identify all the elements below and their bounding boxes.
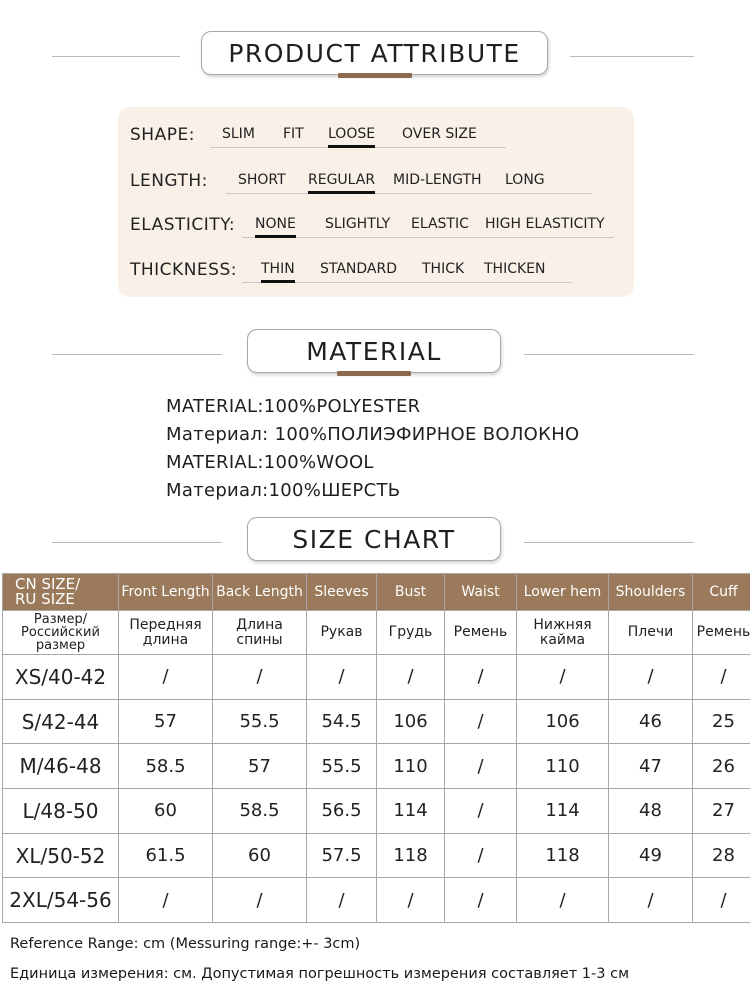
attribute-label: LENGTH: [130,171,208,191]
attribute-option-selected: REGULAR [308,172,376,188]
measure-cell: / [445,655,517,700]
measure-cell: / [119,655,213,700]
measure-cell: 118 [377,833,445,878]
table-header-row-ru [3,611,750,655]
measure-cell: 28 [693,833,750,878]
measure-cell: / [119,878,213,923]
measure-cell: 60 [213,833,307,878]
measure-cell: 46 [609,699,693,744]
measure-column-header: Lower hem [517,574,609,611]
measure-cell: / [609,655,693,700]
material-line: MATERIAL:100%POLYESTER [166,396,421,417]
measure-column-header: Нижняя кайма [517,611,609,655]
measure-cell: / [213,878,307,923]
measure-column-header: Плечи [609,611,693,655]
divider-left [52,542,222,543]
material-line: Материал: 100%ПОЛИЭФИРНОЕ ВОЛОКНО [166,424,580,445]
size-cell: 2XL/54-56 [3,878,119,923]
measure-cell: / [307,878,377,923]
product-attribute-title [201,31,548,75]
divider-left [52,354,222,355]
material-title [247,329,501,373]
measure-cell: / [693,655,750,700]
measure-column-header: Front Length [119,574,213,611]
attribute-label: SHAPE: [130,125,195,145]
measure-cell: 110 [377,744,445,789]
measure-column-header: Длина спины [213,611,307,655]
measure-cell: / [377,878,445,923]
measure-cell: 114 [377,789,445,834]
attribute-option: SLIM [222,126,255,142]
size-chart-title-text: SIZE CHART [292,524,456,554]
measure-cell: 106 [517,699,609,744]
table-header-row-en [3,574,750,611]
measure-column-header: Грудь [377,611,445,655]
measure-cell: 110 [517,744,609,789]
attribute-option: OVER SIZE [402,126,477,142]
measure-cell: 49 [609,833,693,878]
size-chart-header [0,517,750,567]
attribute-option: THICKEN [484,261,546,277]
size-column-header: CN SIZE/ RU SIZE [3,574,119,611]
measurement-note-ru: Единица измерения: см. Допустимая погрешность измерения составляет 1-3 см [10,966,630,982]
divider-right [524,354,694,355]
size-cell: S/42-44 [3,699,119,744]
measure-cell: / [693,878,750,923]
measure-cell: 118 [517,833,609,878]
measure-cell: 48 [609,789,693,834]
size-cell: M/46-48 [3,744,119,789]
attribute-option: THICK [422,261,465,277]
measure-cell: 57 [213,744,307,789]
product-attribute-title-text: PRODUCT ATTRIBUTE [228,38,521,68]
reference-range-note: Reference Range: cm (Messuring range:+- 3cm) [10,936,361,952]
measure-column-header: Bust [377,574,445,611]
table-row [3,878,750,923]
measure-cell: 57 [119,699,213,744]
measure-cell: 55.5 [307,744,377,789]
attribute-row-shape [130,119,630,149]
attribute-row-length [130,165,630,195]
table-row [3,789,750,834]
attribute-label: ELASTICITY: [130,215,236,235]
attribute-option: LONG [505,172,545,188]
table-body [3,655,750,923]
material-line: MATERIAL:100%WOOL [166,452,374,473]
measure-column-header: Back Length [213,574,307,611]
table-row [3,655,750,700]
measure-cell: 57.5 [307,833,377,878]
measure-cell: 55.5 [213,699,307,744]
attribute-option: FIT [283,126,304,142]
measure-cell: / [307,655,377,700]
attribute-option: HIGH ELASTICITY [485,216,605,232]
measure-cell: 25 [693,699,750,744]
title-accent-bar [337,371,411,376]
measure-column-header: Ремень [445,611,517,655]
material-line: Материал:100%ШЕРСТЬ [166,480,401,501]
measure-column-header: Ремень [693,611,750,655]
attribute-option: ELASTIC [411,216,469,232]
size-cell: XS/40-42 [3,655,119,700]
attribute-option: MID-LENGTH [393,172,482,188]
attribute-option: SHORT [238,172,286,188]
size-cell: L/48-50 [3,789,119,834]
measure-cell: 60 [119,789,213,834]
divider-right [524,542,694,543]
material-header [0,329,750,379]
size-chart-title [247,517,501,561]
measure-cell: 54.5 [307,699,377,744]
divider-right [570,56,694,57]
table-row [3,833,750,878]
product-attribute-header [0,31,750,81]
measure-cell: / [377,655,445,700]
divider-left [52,56,180,57]
measure-cell: 27 [693,789,750,834]
measure-cell: / [445,833,517,878]
measure-cell: / [517,655,609,700]
measure-cell: 56.5 [307,789,377,834]
measure-cell: 47 [609,744,693,789]
measure-cell: / [213,655,307,700]
size-column-header: Размер/ Российский размер [3,611,119,655]
measure-column-header: Sleeves [307,574,377,611]
attribute-option: STANDARD [320,261,398,277]
measure-column-header: Shoulders [609,574,693,611]
measure-column-header: Передняя длина [119,611,213,655]
measure-cell: / [445,878,517,923]
attribute-underline [226,193,592,194]
table-row [3,744,750,789]
table-row [3,699,750,744]
attribute-option-selected: THIN [261,261,295,277]
title-accent-bar [338,73,412,78]
measure-cell: 58.5 [213,789,307,834]
measure-column-header: Cuff [693,574,750,611]
measure-cell: / [445,789,517,834]
measure-cell: 114 [517,789,609,834]
size-cell: XL/50-52 [3,833,119,878]
measure-column-header: Рукав [307,611,377,655]
size-chart-table [2,573,750,923]
measure-cell: 61.5 [119,833,213,878]
measure-cell: / [445,699,517,744]
attribute-option-selected: NONE [255,216,296,232]
attribute-option: SLIGHTLY [325,216,391,232]
attribute-row-elasticity [130,209,630,239]
measure-cell: / [609,878,693,923]
measure-cell: / [445,744,517,789]
measure-cell: 106 [377,699,445,744]
material-title-text: MATERIAL [306,336,442,366]
measure-cell: / [517,878,609,923]
attribute-row-thickness [130,254,630,284]
measure-cell: 26 [693,744,750,789]
attribute-panel [118,107,634,297]
measure-cell: 58.5 [119,744,213,789]
attribute-underline [242,237,614,238]
attribute-option-selected: LOOSE [328,126,376,142]
measure-column-header: Waist [445,574,517,611]
attribute-label: THICKNESS: [130,260,237,280]
